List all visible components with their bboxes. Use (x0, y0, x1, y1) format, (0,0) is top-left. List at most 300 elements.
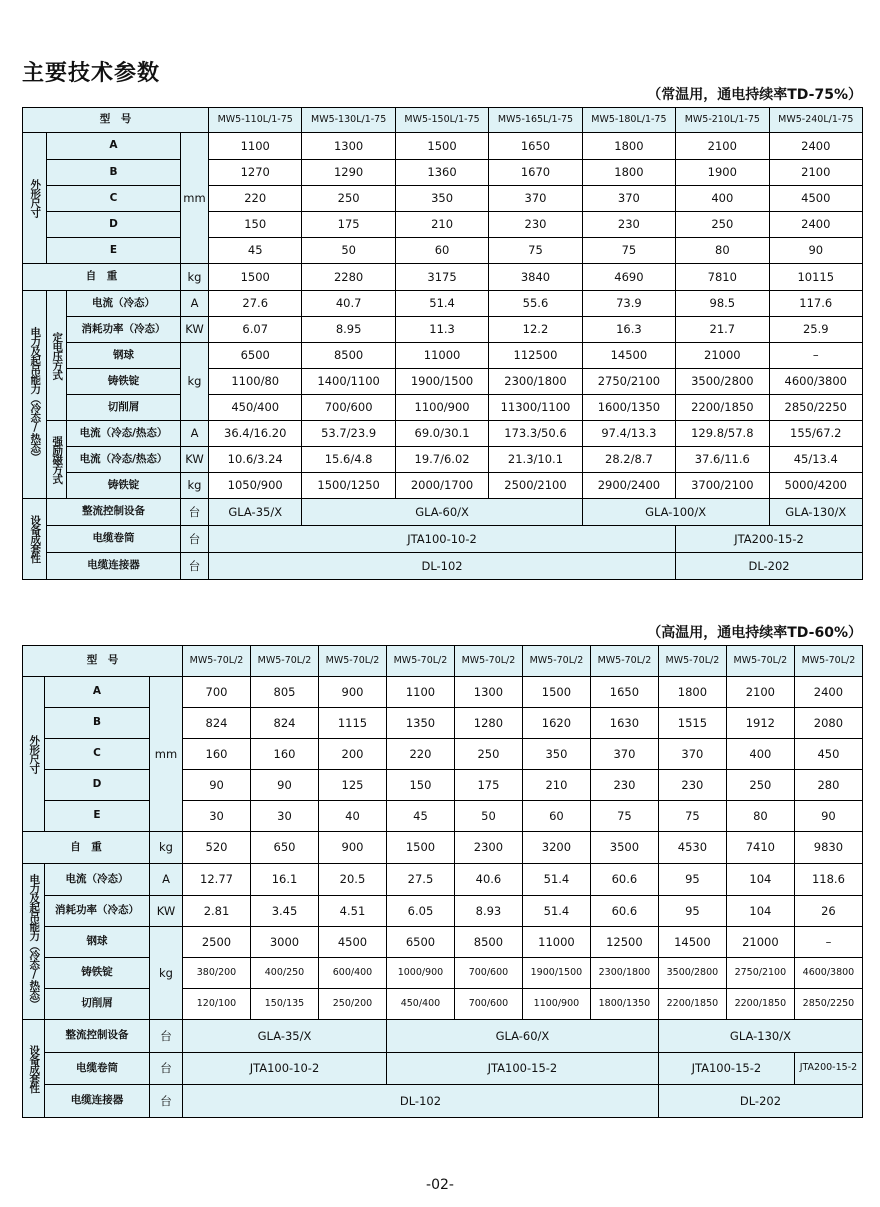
value-cell: DL-102 (183, 1085, 659, 1118)
value-cell: 2750/2100 (582, 369, 675, 395)
value-cell: 3840 (489, 264, 582, 291)
row-label: D (45, 770, 150, 801)
value-cell: 75 (590, 801, 658, 832)
table-row (23, 421, 863, 447)
row-label: 钢球 (45, 927, 150, 958)
model-cell: MW5-70L/2 (522, 646, 590, 677)
value-cell: 280 (794, 770, 862, 801)
value-cell: 50 (302, 238, 395, 264)
value-cell: 45 (209, 238, 302, 264)
value-cell: DL-202 (676, 553, 863, 580)
value-cell: 4500 (769, 186, 862, 212)
value-cell: 1100/80 (209, 369, 302, 395)
value-cell: 30 (251, 801, 319, 832)
value-cell: 150 (209, 212, 302, 238)
value-cell: 11.3 (395, 317, 488, 343)
value-cell: 80 (726, 801, 794, 832)
value-cell: 117.6 (769, 291, 862, 317)
value-cell: 370 (489, 186, 582, 212)
value-cell: 160 (251, 739, 319, 770)
value-cell: 1900/1500 (522, 958, 590, 989)
model-label: 型 号 (23, 646, 183, 677)
value-cell: 2100 (676, 133, 769, 160)
value-cell: JTA200-15-2 (794, 1053, 862, 1085)
value-cell: 900 (318, 677, 386, 708)
value-cell: 75 (489, 238, 582, 264)
row-label: E (45, 801, 150, 832)
value-cell: 1280 (454, 708, 522, 739)
table-row (23, 212, 863, 238)
value-cell: 1912 (726, 708, 794, 739)
value-cell: 21000 (676, 343, 769, 369)
value-cell: 3500 (590, 832, 658, 864)
table-row (23, 291, 863, 317)
table-row (23, 133, 863, 160)
table-row (23, 989, 863, 1020)
row-label: 铸铁锭 (45, 958, 150, 989)
value-cell: 1000/900 (386, 958, 454, 989)
value-cell: 60 (522, 801, 590, 832)
value-cell: 4690 (582, 264, 675, 291)
table-row (23, 927, 863, 958)
value-cell: 8500 (454, 927, 522, 958)
value-cell: 7810 (676, 264, 769, 291)
value-cell: 2850/2250 (769, 395, 862, 421)
model-cell: MW5-70L/2 (658, 646, 726, 677)
value-cell: 10.6/3.24 (209, 447, 302, 473)
value-cell: 1800/1350 (590, 989, 658, 1020)
value-cell: 19.7/6.02 (395, 447, 488, 473)
value-cell: 25.9 (769, 317, 862, 343)
value-cell: 824 (251, 708, 319, 739)
value-cell: 6.05 (386, 896, 454, 927)
value-cell: 1290 (302, 160, 395, 186)
table-row (23, 186, 863, 212)
value-cell: 1500 (386, 832, 454, 864)
table-row (23, 958, 863, 989)
value-cell: 90 (769, 238, 862, 264)
value-cell: 90 (794, 801, 862, 832)
value-cell: 4600/3800 (769, 369, 862, 395)
value-cell: DL-102 (209, 553, 676, 580)
value-cell: GLA-130/X (658, 1020, 862, 1053)
value-cell: 73.9 (582, 291, 675, 317)
spec-table-2 (22, 645, 863, 1118)
value-cell: 450/400 (209, 395, 302, 421)
row-label: 整流控制设备 (47, 499, 181, 526)
unit-cell: kg (150, 832, 183, 864)
value-cell: 16.1 (251, 864, 319, 896)
value-cell: 104 (726, 896, 794, 927)
value-cell: 2850/2250 (794, 989, 862, 1020)
row-label: 电流（冷态/热态） (67, 421, 181, 447)
row-label: B (45, 708, 150, 739)
value-cell: 4600/3800 (794, 958, 862, 989)
table-row (23, 264, 863, 291)
value-cell: 2300 (454, 832, 522, 864)
value-cell: 45 (386, 801, 454, 832)
value-cell: 1650 (590, 677, 658, 708)
value-cell: 1350 (386, 708, 454, 739)
value-cell: 104 (726, 864, 794, 896)
value-cell: 350 (522, 739, 590, 770)
value-cell: 250 (676, 212, 769, 238)
row-label: A (47, 133, 181, 160)
value-cell: 75 (582, 238, 675, 264)
value-cell: 210 (522, 770, 590, 801)
value-cell: 175 (302, 212, 395, 238)
value-cell: 700/600 (302, 395, 395, 421)
value-cell: GLA-35/X (183, 1020, 387, 1053)
value-cell: 3500/2800 (676, 369, 769, 395)
table-row (23, 473, 863, 499)
value-cell: 51.4 (395, 291, 488, 317)
unit-cell: mm (150, 677, 183, 832)
value-cell: 2300/1800 (489, 369, 582, 395)
table-row (23, 526, 863, 553)
value-cell: 370 (582, 186, 675, 212)
value-cell: JTA100-10-2 (183, 1053, 387, 1085)
unit-cell: KW (181, 317, 209, 343)
unit-cell: A (181, 291, 209, 317)
value-cell: 400 (676, 186, 769, 212)
model-cell: MW5-70L/2 (251, 646, 319, 677)
value-cell: 380/200 (183, 958, 251, 989)
row-label: 电流（冷态/热态） (67, 447, 181, 473)
value-cell: 40 (318, 801, 386, 832)
table-row (23, 770, 863, 801)
unit-cell: kg (181, 264, 209, 291)
value-cell: 1600/1350 (582, 395, 675, 421)
table-row (23, 317, 863, 343)
value-cell: 520 (183, 832, 251, 864)
value-cell: 3.45 (251, 896, 319, 927)
value-cell: 69.0/30.1 (395, 421, 488, 447)
value-cell: JTA200-15-2 (676, 526, 863, 553)
table-row (23, 864, 863, 896)
value-cell: GLA-130/X (769, 499, 862, 526)
value-cell: – (794, 927, 862, 958)
model-cell: MW5-130L/1-75 (302, 108, 395, 133)
dim-group-label: 外形尺寸 (23, 677, 45, 832)
value-cell: 27.5 (386, 864, 454, 896)
table-row (23, 646, 863, 677)
value-cell: 37.6/11.6 (676, 447, 769, 473)
value-cell: 60 (395, 238, 488, 264)
value-cell: 2500 (183, 927, 251, 958)
value-cell: 1100 (386, 677, 454, 708)
value-cell: 28.2/8.7 (582, 447, 675, 473)
value-cell: 200 (318, 739, 386, 770)
value-cell: GLA-60/X (302, 499, 582, 526)
value-cell: 2.81 (183, 896, 251, 927)
value-cell: 80 (676, 238, 769, 264)
value-cell: 230 (658, 770, 726, 801)
table-row (23, 160, 863, 186)
value-cell: 1100/900 (395, 395, 488, 421)
value-cell: 10115 (769, 264, 862, 291)
row-label: 自 重 (23, 264, 181, 291)
row-label: B (47, 160, 181, 186)
table-row (23, 447, 863, 473)
value-cell: 60.6 (590, 864, 658, 896)
table-row (23, 708, 863, 739)
value-cell: 2300/1800 (590, 958, 658, 989)
value-cell: 1115 (318, 708, 386, 739)
value-cell: 6500 (209, 343, 302, 369)
value-cell: 118.6 (794, 864, 862, 896)
value-cell: 230 (489, 212, 582, 238)
value-cell: 230 (582, 212, 675, 238)
page-title: 主要技术参数 (22, 61, 161, 86)
table-row (23, 832, 863, 864)
model-cell: MW5-110L/1-75 (209, 108, 302, 133)
value-cell: 150/135 (251, 989, 319, 1020)
value-cell: 700/600 (454, 989, 522, 1020)
unit-cell: KW (150, 896, 183, 927)
value-cell: 11000 (395, 343, 488, 369)
table2-condition: （高温用，通电持续率TD-60%） (647, 625, 862, 641)
row-label: E (47, 238, 181, 264)
value-cell: 250 (726, 770, 794, 801)
value-cell: 2750/2100 (726, 958, 794, 989)
row-label: 电缆卷筒 (47, 526, 181, 553)
value-cell: GLA-35/X (209, 499, 302, 526)
value-cell: 4500 (318, 927, 386, 958)
value-cell: 3200 (522, 832, 590, 864)
value-cell: 1300 (302, 133, 395, 160)
value-cell: 21000 (726, 927, 794, 958)
value-cell: 3700/2100 (676, 473, 769, 499)
row-label: 铸铁锭 (67, 369, 181, 395)
value-cell: 450 (794, 739, 862, 770)
table-row (23, 395, 863, 421)
value-cell: 160 (183, 739, 251, 770)
value-cell: 370 (590, 739, 658, 770)
table-row (23, 369, 863, 395)
value-cell: 2200/1850 (658, 989, 726, 1020)
value-cell: 50 (454, 801, 522, 832)
value-cell: 2900/2400 (582, 473, 675, 499)
value-cell: DL-202 (658, 1085, 862, 1118)
table-row (23, 739, 863, 770)
value-cell: 1100 (209, 133, 302, 160)
model-cell: MW5-210L/1-75 (676, 108, 769, 133)
value-cell: 2200/1850 (726, 989, 794, 1020)
value-cell: 30 (183, 801, 251, 832)
model-cell: MW5-70L/2 (590, 646, 658, 677)
value-cell: 112500 (489, 343, 582, 369)
value-cell: 1500 (395, 133, 488, 160)
value-cell: 1500 (209, 264, 302, 291)
value-cell: 1620 (522, 708, 590, 739)
equip-group-label: 设备成套性 (23, 499, 47, 580)
row-label: C (45, 739, 150, 770)
value-cell: 129.8/57.8 (676, 421, 769, 447)
value-cell: 1300 (454, 677, 522, 708)
value-cell: 51.4 (522, 864, 590, 896)
model-cell: MW5-150L/1-75 (395, 108, 488, 133)
value-cell: 1800 (658, 677, 726, 708)
value-cell: 1360 (395, 160, 488, 186)
row-label: 消耗功率（冷态） (67, 317, 181, 343)
table-row (23, 896, 863, 927)
unit-cell: kg (150, 927, 183, 1020)
value-cell: 125 (318, 770, 386, 801)
value-cell: 20.5 (318, 864, 386, 896)
model-label: 型 号 (23, 108, 209, 133)
unit-cell: mm (181, 133, 209, 264)
strong-group-label: 强励磁方式 (47, 421, 67, 499)
value-cell: 1515 (658, 708, 726, 739)
value-cell: 1900/1500 (395, 369, 488, 395)
spec-table-1 (22, 107, 863, 580)
value-cell: 173.3/50.6 (489, 421, 582, 447)
value-cell: 98.5 (676, 291, 769, 317)
value-cell: 824 (183, 708, 251, 739)
value-cell: 1800 (582, 133, 675, 160)
value-cell: 805 (251, 677, 319, 708)
value-cell: 1670 (489, 160, 582, 186)
unit-cell: 台 (181, 553, 209, 580)
value-cell: 600/400 (318, 958, 386, 989)
value-cell: 175 (454, 770, 522, 801)
value-cell: 95 (658, 864, 726, 896)
value-cell: 1100/900 (522, 989, 590, 1020)
value-cell: 250 (454, 739, 522, 770)
table-row (23, 677, 863, 708)
value-cell: 12.77 (183, 864, 251, 896)
row-label: 电缆连接器 (45, 1085, 150, 1118)
value-cell: 2200/1850 (676, 395, 769, 421)
value-cell: 6.07 (209, 317, 302, 343)
value-cell: 11000 (522, 927, 590, 958)
value-cell: 36.4/16.20 (209, 421, 302, 447)
value-cell: 370 (658, 739, 726, 770)
value-cell: 1050/900 (209, 473, 302, 499)
value-cell: 2080 (794, 708, 862, 739)
value-cell: 21.7 (676, 317, 769, 343)
value-cell: 1650 (489, 133, 582, 160)
value-cell: 4530 (658, 832, 726, 864)
value-cell: 220 (209, 186, 302, 212)
value-cell: 230 (590, 770, 658, 801)
value-cell: 14500 (658, 927, 726, 958)
perf-group-label: 电力及起吊能力（冷态/热态） (23, 291, 47, 499)
value-cell: 210 (395, 212, 488, 238)
value-cell: 450/400 (386, 989, 454, 1020)
value-cell: 45/13.4 (769, 447, 862, 473)
unit-cell: 台 (150, 1020, 183, 1053)
value-cell: 2000/1700 (395, 473, 488, 499)
value-cell: JTA100-10-2 (209, 526, 676, 553)
value-cell: 95 (658, 896, 726, 927)
value-cell: 97.4/13.3 (582, 421, 675, 447)
row-label: 整流控制设备 (45, 1020, 150, 1053)
unit-cell: KW (181, 447, 209, 473)
model-cell: MW5-165L/1-75 (489, 108, 582, 133)
model-cell: MW5-240L/1-75 (769, 108, 862, 133)
value-cell: 7410 (726, 832, 794, 864)
row-label: 电流（冷态） (67, 291, 181, 317)
table-row (23, 553, 863, 580)
model-cell: MW5-70L/2 (183, 646, 251, 677)
row-label: 切削屑 (67, 395, 181, 421)
value-cell: 2400 (794, 677, 862, 708)
value-cell: 400 (726, 739, 794, 770)
unit-cell: A (181, 421, 209, 447)
value-cell: 14500 (582, 343, 675, 369)
value-cell: 9830 (794, 832, 862, 864)
value-cell: 1630 (590, 708, 658, 739)
value-cell: 40.6 (454, 864, 522, 896)
value-cell: 12.2 (489, 317, 582, 343)
value-cell: 55.6 (489, 291, 582, 317)
value-cell: 250/200 (318, 989, 386, 1020)
value-cell: 40.7 (302, 291, 395, 317)
value-cell: 60.6 (590, 896, 658, 927)
value-cell: 90 (251, 770, 319, 801)
value-cell: GLA-60/X (386, 1020, 658, 1053)
value-cell: 21.3/10.1 (489, 447, 582, 473)
value-cell: 16.3 (582, 317, 675, 343)
model-cell: MW5-180L/1-75 (582, 108, 675, 133)
value-cell: 3500/2800 (658, 958, 726, 989)
value-cell: 12500 (590, 927, 658, 958)
value-cell: 350 (395, 186, 488, 212)
value-cell: 15.6/4.8 (302, 447, 395, 473)
value-cell: – (769, 343, 862, 369)
value-cell: 700/600 (454, 958, 522, 989)
model-cell: MW5-70L/2 (726, 646, 794, 677)
perf-group-label: 电力及起吊能力（冷态/热态） (23, 864, 45, 1020)
value-cell: 250 (302, 186, 395, 212)
page-number: -02- (426, 1177, 454, 1193)
unit-cell: kg (181, 343, 209, 421)
row-label: 切削屑 (45, 989, 150, 1020)
value-cell: 1800 (582, 160, 675, 186)
value-cell: 4.51 (318, 896, 386, 927)
equip-group-label: 设备成套性 (23, 1020, 45, 1118)
value-cell: 2400 (769, 133, 862, 160)
value-cell: 900 (318, 832, 386, 864)
value-cell: 2500/2100 (489, 473, 582, 499)
row-label: 钢球 (67, 343, 181, 369)
table-row (23, 1053, 863, 1085)
table-row (23, 499, 863, 526)
value-cell: 5000/4200 (769, 473, 862, 499)
table-row (23, 343, 863, 369)
dim-group-label: 外形尺寸 (23, 133, 47, 264)
model-cell: MW5-70L/2 (386, 646, 454, 677)
row-label: 铸铁锭 (67, 473, 181, 499)
value-cell: 8.95 (302, 317, 395, 343)
unit-cell: 台 (150, 1053, 183, 1085)
table-row (23, 1085, 863, 1118)
value-cell: 8500 (302, 343, 395, 369)
value-cell: 1270 (209, 160, 302, 186)
model-cell: MW5-70L/2 (794, 646, 862, 677)
value-cell: 150 (386, 770, 454, 801)
unit-cell: kg (181, 473, 209, 499)
value-cell: 26 (794, 896, 862, 927)
row-label: 消耗功率（冷态） (45, 896, 150, 927)
model-cell: MW5-70L/2 (454, 646, 522, 677)
value-cell: 400/250 (251, 958, 319, 989)
table-row (23, 1020, 863, 1053)
value-cell: 2100 (726, 677, 794, 708)
row-label: C (47, 186, 181, 212)
